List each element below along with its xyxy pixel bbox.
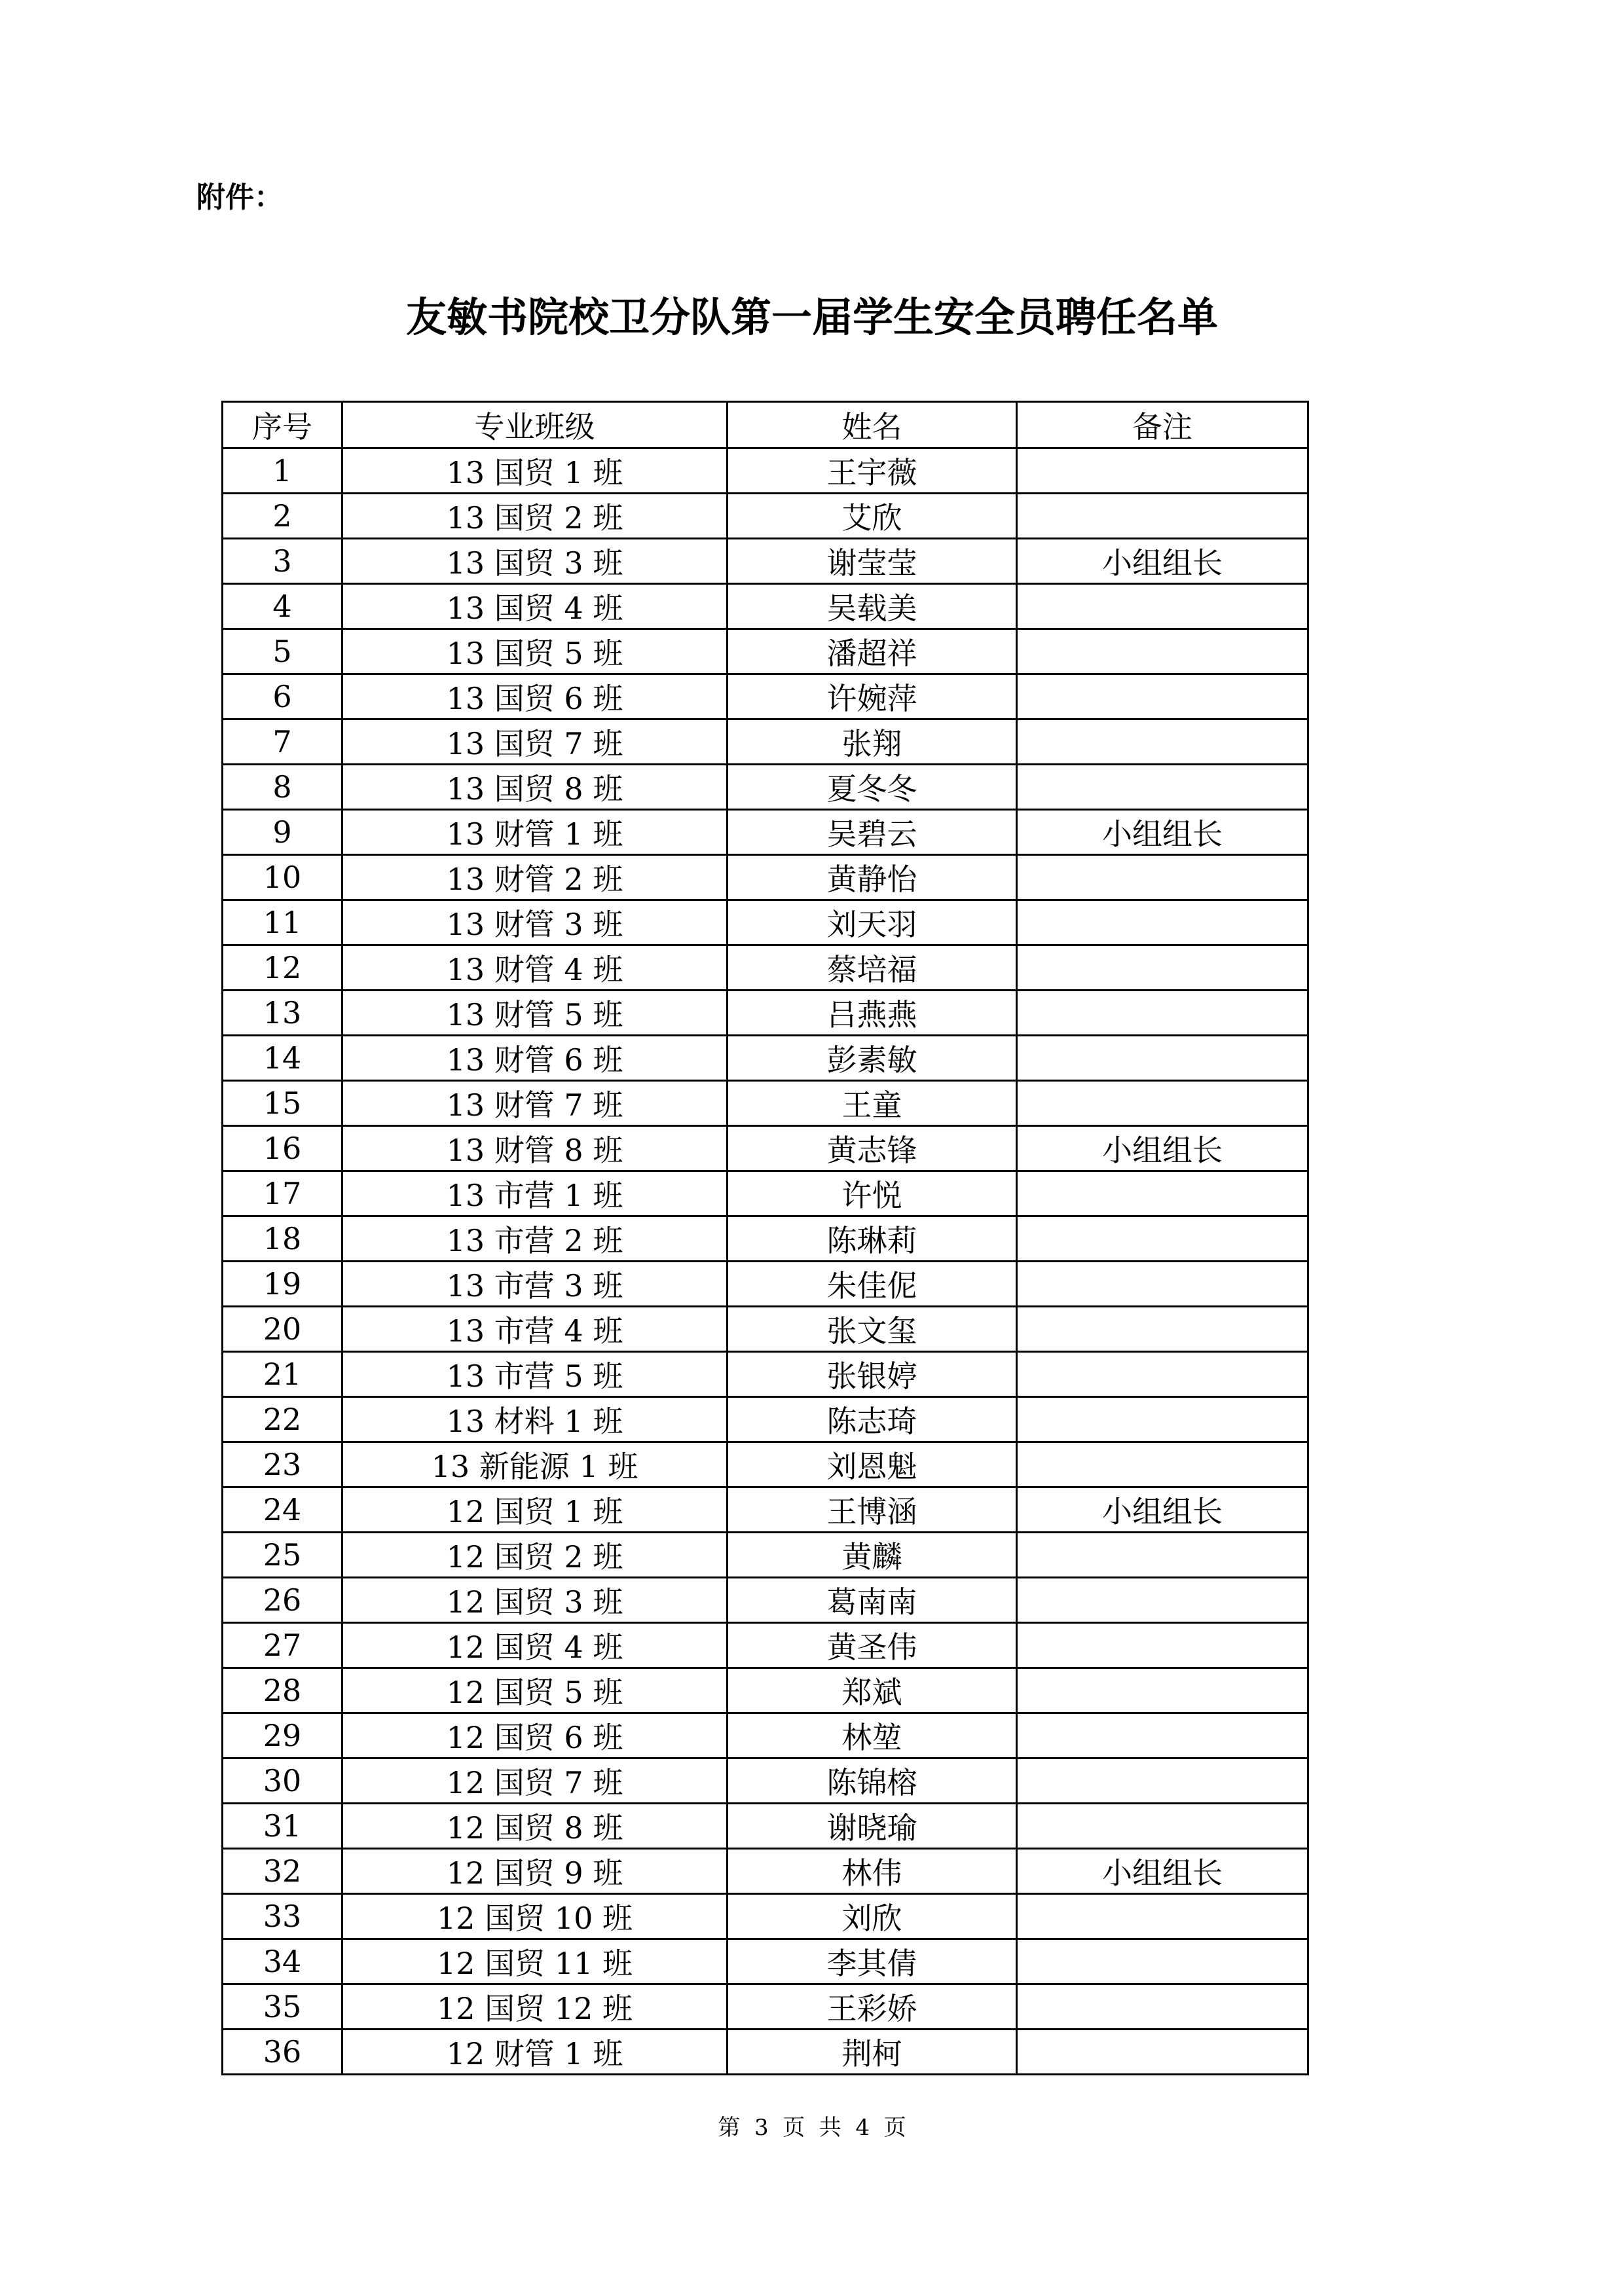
row-note-cell	[1017, 1758, 1308, 1804]
table-row	[223, 945, 1308, 991]
row-note-cell	[1017, 765, 1308, 810]
row-class-cell: 13 财管 4 班	[342, 945, 728, 991]
row-name-cell: 潘超祥	[728, 629, 1017, 674]
column-header-class: 专业班级	[342, 402, 728, 448]
row-note-cell	[1017, 674, 1308, 720]
table-row	[223, 1939, 1308, 1984]
row-class-cell: 12 国贸 4 班	[342, 1623, 728, 1668]
row-class-cell: 13 国贸 7 班	[342, 720, 728, 765]
row-name-cell: 荆柯	[728, 2030, 1017, 2075]
table-row	[223, 494, 1308, 539]
row-note-cell	[1017, 494, 1308, 539]
row-seq-cell: 5	[223, 629, 342, 674]
row-class-cell: 12 财管 1 班	[342, 2030, 728, 2075]
table-row	[223, 720, 1308, 765]
row-seq-cell: 20	[223, 1307, 342, 1352]
row-note-cell	[1017, 448, 1308, 494]
row-class-cell: 13 财管 2 班	[342, 855, 728, 900]
row-name-cell: 彭素敏	[728, 1036, 1017, 1081]
row-class-cell: 13 财管 3 班	[342, 900, 728, 945]
row-class-cell: 13 市营 2 班	[342, 1216, 728, 1262]
row-name-cell: 林堃	[728, 1713, 1017, 1758]
row-note-cell	[1017, 1081, 1308, 1126]
row-class-cell: 12 国贸 7 班	[342, 1758, 728, 1804]
table-row	[223, 1081, 1308, 1126]
row-seq-cell: 36	[223, 2030, 342, 2075]
table-row	[223, 1352, 1308, 1397]
row-seq-cell: 8	[223, 765, 342, 810]
row-note-cell: 小组组长	[1017, 810, 1308, 855]
table-row	[223, 1036, 1308, 1081]
row-note-cell	[1017, 1352, 1308, 1397]
row-name-cell: 吴载美	[728, 584, 1017, 629]
row-name-cell: 蔡培福	[728, 945, 1017, 991]
table-row	[223, 1126, 1308, 1171]
row-note-cell	[1017, 1804, 1308, 1849]
row-seq-cell: 28	[223, 1668, 342, 1713]
row-seq-cell: 29	[223, 1713, 342, 1758]
row-class-cell: 12 国贸 3 班	[342, 1578, 728, 1623]
row-name-cell: 张翔	[728, 720, 1017, 765]
row-note-cell	[1017, 900, 1308, 945]
row-note-cell	[1017, 1307, 1308, 1352]
row-note-cell	[1017, 1668, 1308, 1713]
row-note-cell	[1017, 1397, 1308, 1442]
row-name-cell: 许悦	[728, 1171, 1017, 1216]
row-name-cell: 朱佳伲	[728, 1262, 1017, 1307]
table-row	[223, 1442, 1308, 1487]
row-seq-cell: 16	[223, 1126, 342, 1171]
table-row	[223, 1216, 1308, 1262]
row-note-cell	[1017, 1533, 1308, 1578]
row-seq-cell: 34	[223, 1939, 342, 1984]
row-seq-cell: 14	[223, 1036, 342, 1081]
row-note-cell	[1017, 629, 1308, 674]
row-class-cell: 13 国贸 3 班	[342, 539, 728, 584]
row-class-cell: 13 财管 7 班	[342, 1081, 728, 1126]
row-seq-cell: 21	[223, 1352, 342, 1397]
table-row	[223, 1397, 1308, 1442]
column-header-seq: 序号	[223, 402, 342, 448]
row-class-cell: 12 国贸 12 班	[342, 1984, 728, 2030]
row-seq-cell: 22	[223, 1397, 342, 1442]
row-seq-cell: 32	[223, 1849, 342, 1894]
row-name-cell: 许婉萍	[728, 674, 1017, 720]
table-row	[223, 1894, 1308, 1939]
row-note-cell: 小组组长	[1017, 1849, 1308, 1894]
row-name-cell: 陈志琦	[728, 1397, 1017, 1442]
attachment-label: 附件：	[196, 181, 283, 214]
table-row	[223, 855, 1308, 900]
table-row	[223, 1804, 1308, 1849]
row-class-cell: 12 国贸 10 班	[342, 1894, 728, 1939]
row-class-cell: 12 国贸 11 班	[342, 1939, 728, 1984]
table-row	[223, 1984, 1308, 2030]
table-row	[223, 900, 1308, 945]
row-seq-cell: 1	[223, 448, 342, 494]
row-note-cell	[1017, 855, 1308, 900]
row-seq-cell: 15	[223, 1081, 342, 1126]
row-note-cell	[1017, 1171, 1308, 1216]
row-seq-cell: 31	[223, 1804, 342, 1849]
table-row	[223, 1758, 1308, 1804]
row-note-cell	[1017, 584, 1308, 629]
roster-body	[223, 448, 1308, 2075]
row-seq-cell: 24	[223, 1487, 342, 1533]
row-name-cell: 刘恩魁	[728, 1442, 1017, 1487]
roster-table	[221, 401, 1309, 2075]
row-seq-cell: 11	[223, 900, 342, 945]
table-row	[223, 629, 1308, 674]
row-note-cell	[1017, 1713, 1308, 1758]
row-class-cell: 13 市营 1 班	[342, 1171, 728, 1216]
row-name-cell: 陈琳莉	[728, 1216, 1017, 1262]
row-name-cell: 谢晓瑜	[728, 1804, 1017, 1849]
row-name-cell: 郑斌	[728, 1668, 1017, 1713]
row-note-cell	[1017, 1442, 1308, 1487]
row-class-cell: 13 新能源 1 班	[342, 1442, 728, 1487]
row-seq-cell: 33	[223, 1894, 342, 1939]
row-class-cell: 13 财管 1 班	[342, 810, 728, 855]
row-note-cell	[1017, 1262, 1308, 1307]
row-class-cell: 13 材料 1 班	[342, 1397, 728, 1442]
row-class-cell: 12 国贸 9 班	[342, 1849, 728, 1894]
row-class-cell: 13 国贸 2 班	[342, 494, 728, 539]
row-seq-cell: 17	[223, 1171, 342, 1216]
table-row	[223, 1623, 1308, 1668]
row-class-cell: 13 国贸 4 班	[342, 584, 728, 629]
row-class-cell: 12 国贸 8 班	[342, 1804, 728, 1849]
row-name-cell: 吴碧云	[728, 810, 1017, 855]
row-seq-cell: 19	[223, 1262, 342, 1307]
row-seq-cell: 2	[223, 494, 342, 539]
row-class-cell: 13 国贸 5 班	[342, 629, 728, 674]
row-class-cell: 13 国贸 8 班	[342, 765, 728, 810]
row-note-cell	[1017, 991, 1308, 1036]
table-row	[223, 1171, 1308, 1216]
row-name-cell: 夏冬冬	[728, 765, 1017, 810]
row-class-cell: 13 市营 4 班	[342, 1307, 728, 1352]
table-row	[223, 674, 1308, 720]
row-note-cell	[1017, 1036, 1308, 1081]
row-seq-cell: 12	[223, 945, 342, 991]
table-row	[223, 1533, 1308, 1578]
table-row	[223, 539, 1308, 584]
row-seq-cell: 9	[223, 810, 342, 855]
row-note-cell	[1017, 945, 1308, 991]
row-class-cell: 12 国贸 1 班	[342, 1487, 728, 1533]
row-seq-cell: 3	[223, 539, 342, 584]
column-header-note: 备注	[1017, 402, 1308, 448]
table-row	[223, 1668, 1308, 1713]
row-name-cell: 张文玺	[728, 1307, 1017, 1352]
table-row	[223, 1262, 1308, 1307]
row-note-cell	[1017, 1939, 1308, 1984]
row-seq-cell: 13	[223, 991, 342, 1036]
row-note-cell: 小组组长	[1017, 539, 1308, 584]
row-note-cell	[1017, 1623, 1308, 1668]
row-class-cell: 13 财管 8 班	[342, 1126, 728, 1171]
row-seq-cell: 4	[223, 584, 342, 629]
row-seq-cell: 30	[223, 1758, 342, 1804]
table-row	[223, 810, 1308, 855]
row-name-cell: 刘欣	[728, 1894, 1017, 1939]
table-row	[223, 1849, 1308, 1894]
row-class-cell: 13 财管 5 班	[342, 991, 728, 1036]
row-seq-cell: 27	[223, 1623, 342, 1668]
row-note-cell	[1017, 720, 1308, 765]
row-seq-cell: 7	[223, 720, 342, 765]
row-note-cell	[1017, 1894, 1308, 1939]
document-title: 友敏书院校卫分队第一届学生安全员聘任名单	[405, 293, 1218, 341]
row-class-cell: 13 国贸 1 班	[342, 448, 728, 494]
column-header-name: 姓名	[728, 402, 1017, 448]
row-class-cell: 13 市营 3 班	[342, 1262, 728, 1307]
row-seq-cell: 6	[223, 674, 342, 720]
row-name-cell: 张银婷	[728, 1352, 1017, 1397]
row-name-cell: 吕燕燕	[728, 991, 1017, 1036]
row-name-cell: 陈锦榕	[728, 1758, 1017, 1804]
table-row	[223, 1713, 1308, 1758]
row-name-cell: 艾欣	[728, 494, 1017, 539]
table-row	[223, 448, 1308, 494]
row-note-cell: 小组组长	[1017, 1126, 1308, 1171]
row-class-cell: 12 国贸 5 班	[342, 1668, 728, 1713]
table-header-row	[223, 402, 1308, 448]
table-row	[223, 991, 1308, 1036]
row-note-cell	[1017, 1578, 1308, 1623]
row-name-cell: 黄志锋	[728, 1126, 1017, 1171]
row-name-cell: 谢莹莹	[728, 539, 1017, 584]
table-row	[223, 1487, 1308, 1533]
table-row	[223, 1578, 1308, 1623]
row-name-cell: 王童	[728, 1081, 1017, 1126]
row-name-cell: 王博涵	[728, 1487, 1017, 1533]
row-name-cell: 葛南南	[728, 1578, 1017, 1623]
row-name-cell: 黄静怡	[728, 855, 1017, 900]
row-class-cell: 12 国贸 6 班	[342, 1713, 728, 1758]
row-name-cell: 李其倩	[728, 1939, 1017, 1984]
row-seq-cell: 18	[223, 1216, 342, 1262]
row-seq-cell: 23	[223, 1442, 342, 1487]
row-note-cell	[1017, 2030, 1308, 2075]
row-name-cell: 王彩娇	[728, 1984, 1017, 2030]
row-class-cell: 13 国贸 6 班	[342, 674, 728, 720]
row-name-cell: 林伟	[728, 1849, 1017, 1894]
row-note-cell: 小组组长	[1017, 1487, 1308, 1533]
row-class-cell: 13 财管 6 班	[342, 1036, 728, 1081]
row-class-cell: 13 市营 5 班	[342, 1352, 728, 1397]
row-class-cell: 12 国贸 2 班	[342, 1533, 728, 1578]
row-name-cell: 黄麟	[728, 1533, 1017, 1578]
table-row	[223, 765, 1308, 810]
row-note-cell	[1017, 1216, 1308, 1262]
row-name-cell: 刘天羽	[728, 900, 1017, 945]
row-seq-cell: 10	[223, 855, 342, 900]
row-seq-cell: 26	[223, 1578, 342, 1623]
page-indicator: 第 3 页 共 4 页	[718, 2115, 906, 2141]
table-row	[223, 2030, 1308, 2075]
row-seq-cell: 35	[223, 1984, 342, 2030]
row-note-cell	[1017, 1984, 1308, 2030]
table-row	[223, 584, 1308, 629]
row-name-cell: 王宇薇	[728, 448, 1017, 494]
table-row	[223, 1307, 1308, 1352]
row-name-cell: 黄圣伟	[728, 1623, 1017, 1668]
row-seq-cell: 25	[223, 1533, 342, 1578]
